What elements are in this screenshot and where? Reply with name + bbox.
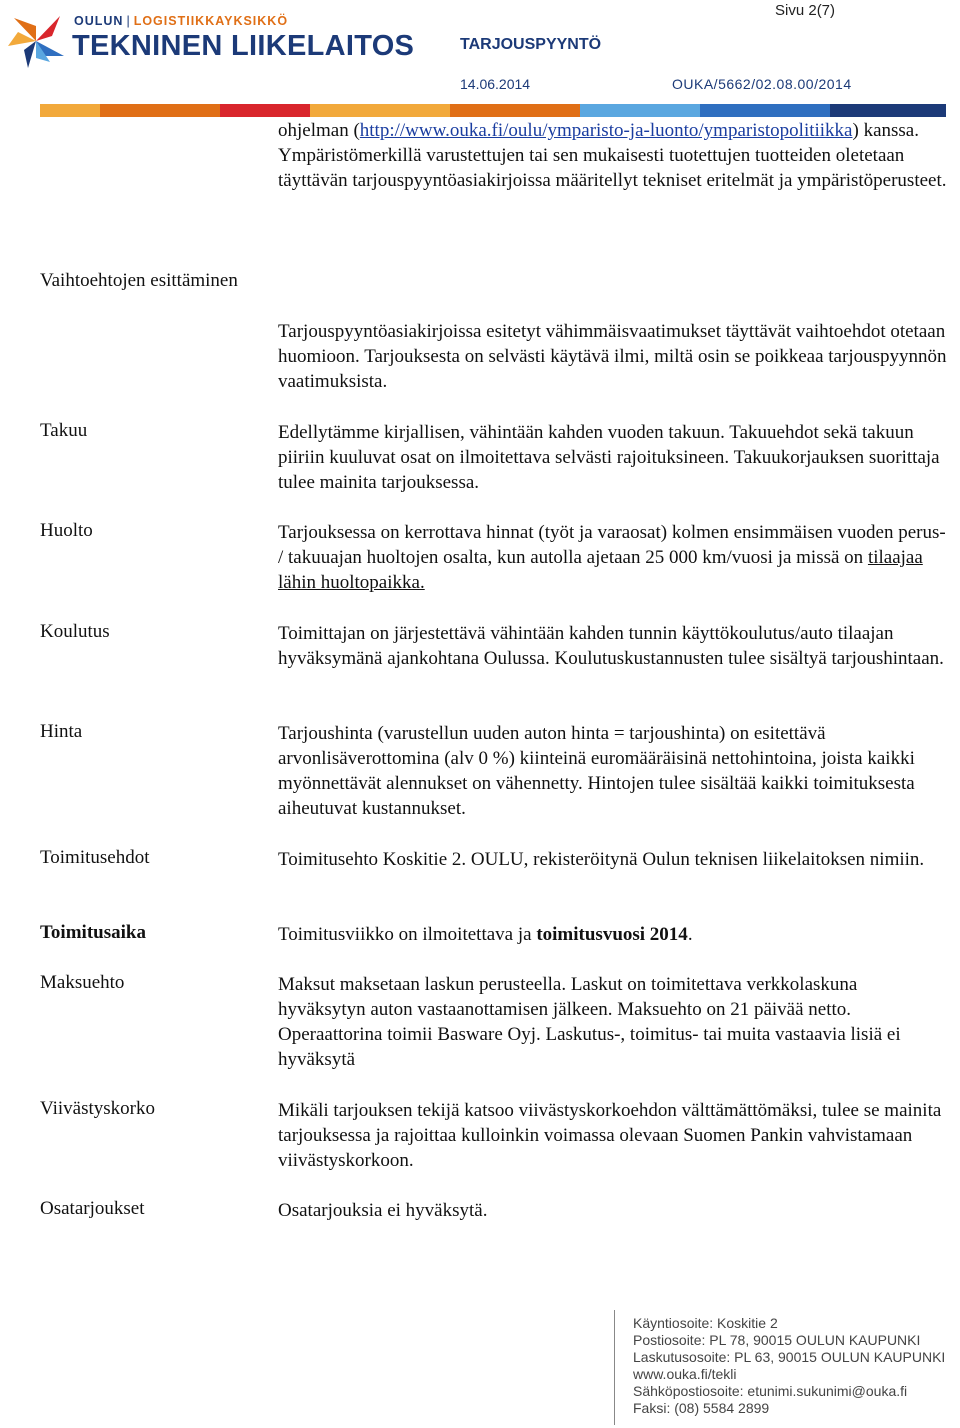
footer-billing-address: Laskutusosoite: PL 63, 90015 OULUN KAUPUNKI <box>633 1349 946 1365</box>
text-alternatives: Tarjouspyyntöasiakirjoissa esitetyt vähimmäisvaatimukset täyttävät vaihtoehdot otetaan huomioon. Tarjouksesta on selvästi käytävä ilmi, miltä osin se poikkeaa tarjouspyynnön vaatimuksista. <box>278 321 947 392</box>
label-alternatives: Vaihtoehtojen esittäminen <box>40 270 238 291</box>
footer-email[interactable]: Sähköpostiosoite: etunimi.sukunimi@ouka.fi <box>633 1383 908 1399</box>
environment-policy-link[interactable]: http://www.ouka.fi/oulu/ymparisto-ja-luonto/ymparistopolitiikka <box>359 120 853 141</box>
label-price: Hinta <box>40 721 83 742</box>
footer-fax: Faksi: (08) 5584 2899 <box>633 1400 770 1416</box>
label-maintenance: Huolto <box>40 520 93 541</box>
label-delivery-terms: Toimitusehdot <box>40 847 150 868</box>
footer-postal-address: Postiosoite: PL 78, 90015 OULUN KAUPUNKI <box>633 1332 921 1348</box>
pinwheel-logo-icon <box>6 12 66 70</box>
page-number: Sivu 2(7) <box>775 2 836 19</box>
label-delivery-time: Toimitusaika <box>40 922 146 943</box>
document-reference: OUKA/5662/02.08.00/2014 <box>672 76 852 92</box>
footer-divider <box>614 1310 615 1425</box>
document-type: TARJOUSPYYNTÖ <box>460 36 602 53</box>
header-color-stripe <box>40 104 946 117</box>
document-date: 14.06.2014 <box>460 76 531 92</box>
label-training: Koulutus <box>40 621 110 642</box>
label-payment-terms: Maksuehto <box>40 972 125 993</box>
nearest-service-point: tilaajaa lähin huoltopaikka. <box>278 547 923 593</box>
org-name: TEKNINEN LIIKELAITOS <box>72 30 415 62</box>
text-late-interest: Mikäli tarjouksen tekijä katsoo viivästyskorkoehdon välttämättömäksi, tulee se mainita tarjouksessa ja rajoittaa kulloinkin voimassa olevaan Suomen Pankin vahvistamaan viivästyskorkoon. <box>278 1100 942 1171</box>
text-delivery-time: Toimitusviikko on ilmoitettava ja toimitusvuosi 2014. <box>278 924 693 945</box>
label-partial-offers: Osatarjoukset <box>40 1198 145 1219</box>
org-subtitle: OULUN | LOGISTIIKKAYKSIKKÖ <box>74 14 289 28</box>
label-late-interest: Viivästyskorko <box>40 1098 155 1119</box>
footer-website[interactable]: www.ouka.fi/tekli <box>633 1366 737 1382</box>
footer-visiting-address: Käyntiosoite: Koskitie 2 <box>633 1315 778 1331</box>
text-training: Toimittajan on järjestettävä vähintään kahden tunnin käyttökoulutus/auto tilaajan hyväksymänä ajankohtana Oulussa. Koulutuskustannusten tulee sisältyä tarjoushintaan. <box>278 623 944 669</box>
text-warranty: Edellytämme kirjallisen, vähintään kahden vuoden takuun. Takuuehdot sekä takuun piiriin kuuluvat osat on ilmoitettava selvästi rajoituksineen. Takuukorjauksen suorittaja tulee mainita tarjouksessa. <box>278 422 940 493</box>
organization-logo <box>6 8 415 70</box>
text-partial-offers: Osatarjouksia ei hyväksytä. <box>278 1200 488 1221</box>
text-maintenance: Tarjouksessa on kerrottava hinnat (työt ja varaosat) kolmen ensimmäisen vuoden perus- / takuuajan huoltojen osalta, kun autolla ajetaan 25 000 km/vuosi ja missä on tilaajaa lähin huoltopaikka. <box>278 522 946 593</box>
text-price: Tarjoushinta (varustellun uuden auton hinta = tarjoushinta) on esitettävä arvonlisäverottomina (alv 0 %) kiinteinä euromääräisinä nettohintoina, joista kaikki myönnettävät alennukset on vähennetty. Hintojen tulee sisältää kaikki toimituksesta aiheutuvat kustannukset. <box>278 723 915 819</box>
footer-contact <box>633 1315 945 1417</box>
text-delivery-terms: Toimitusehto Koskitie 2. OULU, rekisteröitynä Oulun teknisen liikelaitoksen nimiin. <box>278 849 925 870</box>
text-payment-terms: Maksut maksetaan laskun perusteella. Laskut on toimitettava verkkolaskuna hyväksytyn auton vastaanottamisen jälkeen. Maksuehto on 21 päivää netto. Operaattorina toimii Basware Oyj. Laskutus-, toimitus- tai muita vastaavia lisiä ei hyväksytä <box>278 974 901 1070</box>
intro-paragraph: ohjelman (http://www.ouka.fi/oulu/ymparisto-ja-luonto/ymparistopolitiikka) kanssa. Ympäristömerkillä varustettujen tai sen mukaisesti tuotettujen tuotteiden oletetaan täyttävän tarjouspyyntöasiakirjoissa määritellyt tekniset eritelmät ja ympäristöperusteet. <box>278 120 947 191</box>
label-warranty: Takuu <box>40 420 88 441</box>
